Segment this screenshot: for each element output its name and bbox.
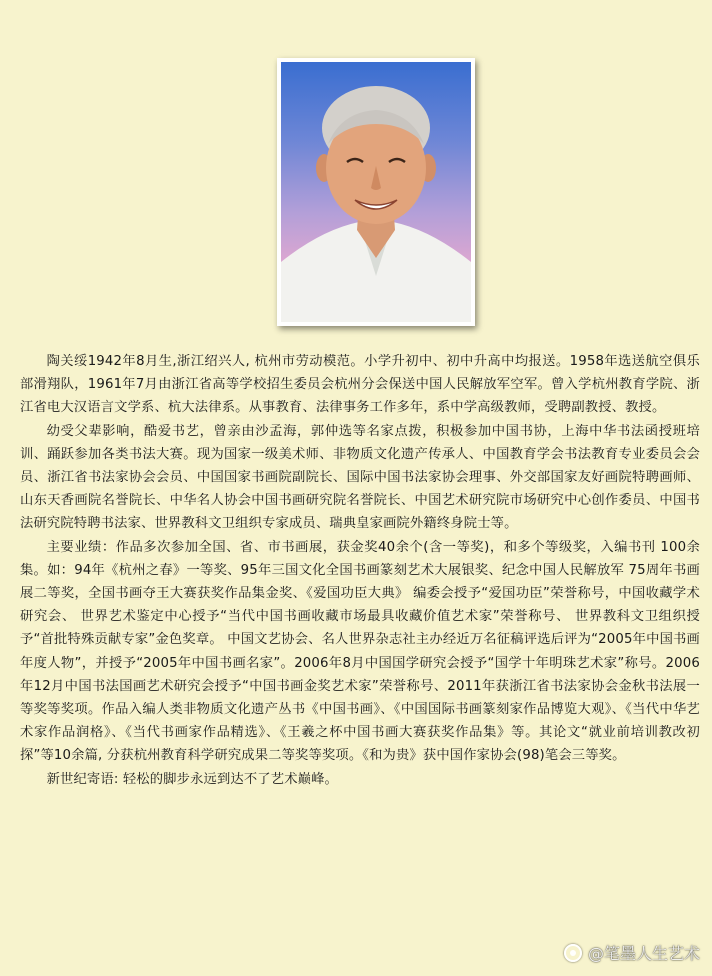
- biography-text: [20, 350, 700, 791]
- bio-paragraph-motto: 新世纪寄语: 轻松的脚步永远到达不了艺术巅峰。: [46, 771, 338, 787]
- bio-paragraph-intro: 陶关绥1942年8月生,浙江绍兴人, 杭州市劳动模范。小学升初中、初中升高中均报送。1958年选送航空俱乐部滑翔队，1961年7月由浙江省高等学校招生委员会杭州分会保送中国人民解放军空军。曾入学杭州教育学院、浙江省电大汉语言文学系、杭大法律系。从事教育、法律事务工作多年，系中学高级教师，受聘副教授、教授。: [20, 354, 700, 416]
- portrait-figure: [281, 62, 471, 322]
- circle-logo-icon: [564, 944, 582, 962]
- bio-paragraph-calligraphy: 幼受父辈影响，酷爱书艺，曾亲由沙孟海，郭仲选等名家点拨，积极参加中国书协，上海中华书法函授班培训、踊跃参加各类书法大赛。现为国家一级美术师、非物质文化遗产传承人、中国教育学会书法教育专业委员会会员、浙江省书法家协会会员、中国国家书画院副院长、国际中国书法家协会理事、外交部国家友好画院特聘画师、山东天香画院名誉院长、中华名人协会中国书画研究院名誉院长、中国艺术研究院市场研究中心创作委员、中国书法研究院特聘书法家、世界教科文卫组织专家成员、瑞典皇家画院外籍终身院士等。: [20, 423, 700, 532]
- watermark-text: @笔墨人生艺术: [587, 944, 700, 963]
- portrait-frame: [277, 58, 475, 326]
- bio-paragraph-achievements: 主要业绩：作品多次参加全国、省、市书画展，获金奖40余个(含一等奖)，和多个等级奖，入编书刊 100余集。如：94年《杭州之春》一等奖、95年三国文化全国书画篆刻艺术大展银奖、纪念中国人民解放军 75周年书画展二等奖，全国书画夺王大赛获奖作品集金奖、《爱国功臣大典》 编委会授予“爱国功臣”荣誉称号，中国收藏学术研究会、 世界艺术鉴定中心授予“当代中国书画收藏市场最具收藏价值艺术家”荣誉称号、 世界教科文卫组织授予“首批特殊贡献专家”金色奖章。 中国文艺协会、名人世界杂志社主办经近万名征稿评选后评为“2005年中国书画年度人物”，并授予“2005年中国书画名家”。2006年8月中国国学研究会授予“国学十年明珠艺术家”称号。2006年12月中国书法国画艺术研究会授予“中国书画金奖艺术家”荣誉称号、2011年获浙江省书法家协会金秋书法展一等奖等奖项。作品入编人类非物质文化遗产丛书《中国书画》、《中国国际书画篆刻家作品博览大观》、《当代中华艺术家作品润格》、《当代书画家作品精选》、《王羲之杯中国书画大赛获奖作品集》等。其论文“就业前培训教改初探”等10余篇, 分获杭州教育科学研究成果二等奖等奖项。《和为贵》获中国作家协会(98)笔会三等奖。: [20, 539, 700, 764]
- watermark: [564, 941, 700, 964]
- portrait-photo: [281, 62, 471, 322]
